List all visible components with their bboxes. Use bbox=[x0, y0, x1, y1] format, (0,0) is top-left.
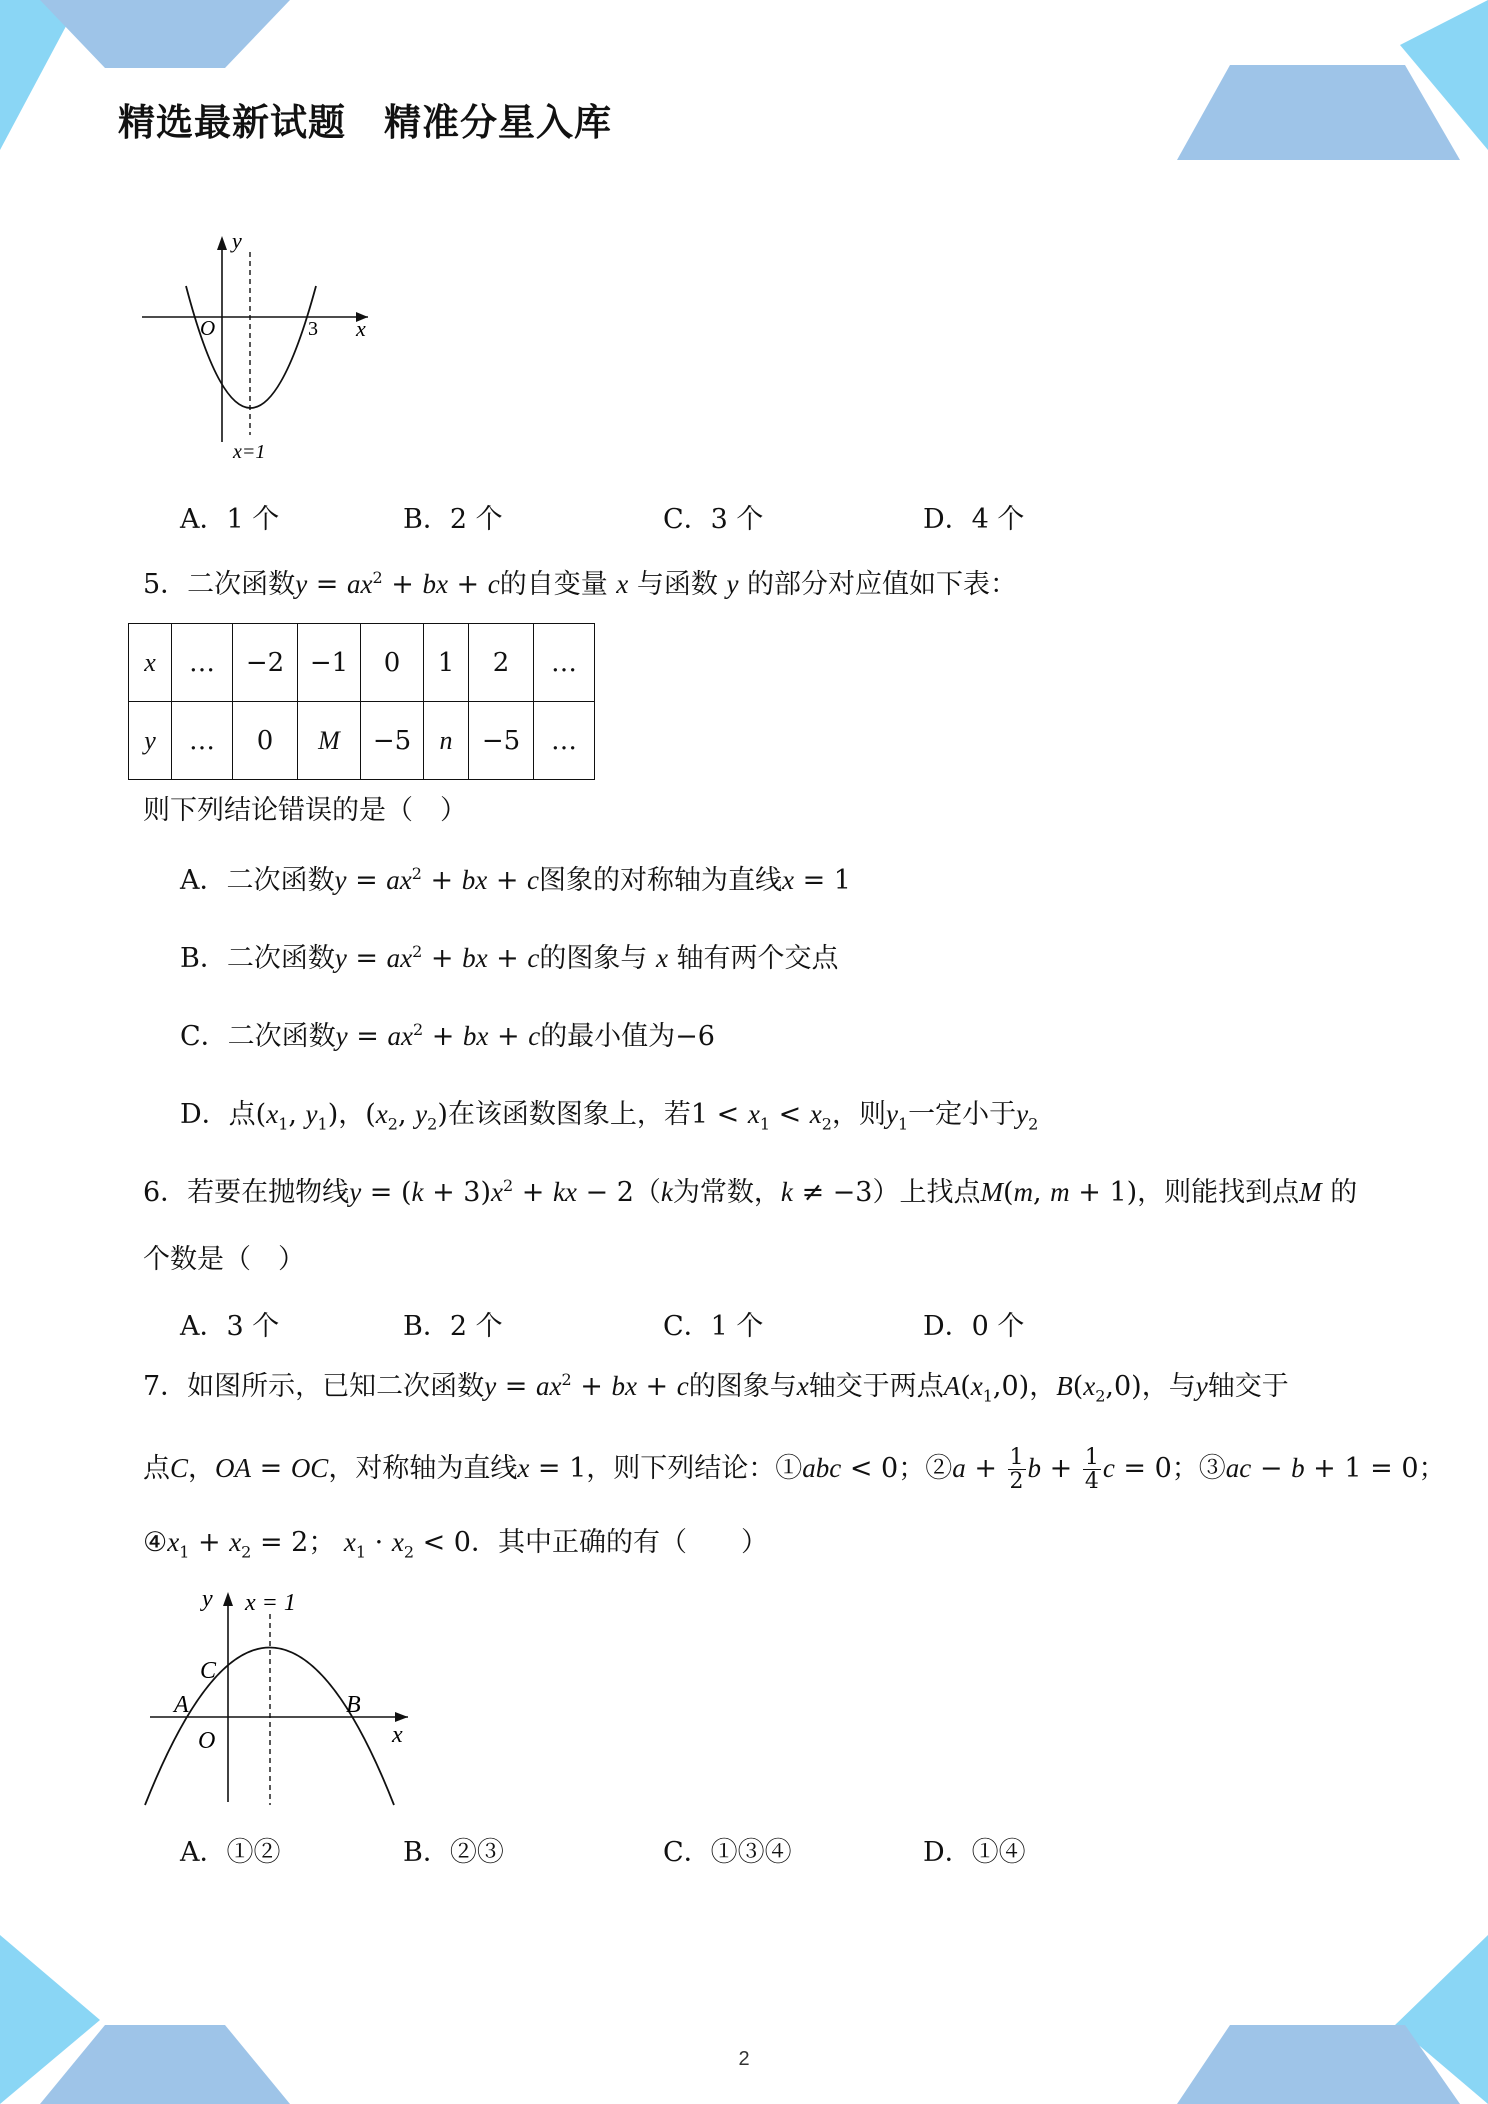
table-cell: 2 bbox=[469, 624, 534, 702]
table-cell: … bbox=[534, 624, 595, 702]
q7-line2: 点C，OA = OC，对称轴为直线x = 1，则下列结论：①abc < 0；②a + $\frac{1}{2}$ b + $\frac{1}{4}$ c = 0；③ac − b + 1 = 0； bbox=[143, 1445, 1446, 1495]
q7-option-d: D．①④ bbox=[923, 1837, 1026, 1868]
deco-top-right-trapezoid bbox=[1177, 65, 1460, 160]
q7-line1: 7．如图所示，已知二次函数$y = ax^2$ + bx + c的图象与x轴交于两点$A(x_1,0)$，$B(x_2,0)$，与y轴交于 bbox=[143, 1370, 1289, 1406]
symmetry-axis-label: x = 1 bbox=[245, 1590, 296, 1616]
q6-option-c: C．1 个 bbox=[663, 1311, 764, 1342]
deco-top-left-trapezoid bbox=[40, 0, 290, 68]
q5-option-d: D．点($x_1$, $y_1$)，($x_2$, $y_2$)在该函数图象上，若$1 < x_1 < x_2$，则$y_1$一定小于$y_2$ bbox=[180, 1099, 1039, 1134]
table-cell: M bbox=[298, 702, 361, 780]
x-axis-label: x bbox=[392, 1722, 403, 1748]
q7-option-a: A．①② bbox=[180, 1837, 281, 1868]
q5-option-c: C．二次函数$y = ax^2$ + bx + c的最小值为−6 bbox=[180, 1020, 715, 1052]
q4-parabola-figure bbox=[130, 230, 380, 470]
page-number: 2 bbox=[738, 2048, 750, 2070]
q6-option-b: B．2 个 bbox=[403, 1311, 503, 1342]
table-cell: −5 bbox=[469, 702, 534, 780]
q4-option-c: C．3 个 bbox=[663, 504, 764, 535]
point-c-label: C bbox=[200, 1658, 217, 1684]
origin-label: O bbox=[200, 316, 216, 340]
table-cell: −2 bbox=[233, 624, 298, 702]
q7-option-b: B．②③ bbox=[403, 1837, 504, 1868]
table-cell: −1 bbox=[298, 624, 361, 702]
origin-label: O bbox=[198, 1728, 216, 1754]
symmetry-axis-label: x=1 bbox=[233, 441, 266, 463]
q4-option-d: D．4 个 bbox=[923, 504, 1025, 535]
table-row-y bbox=[129, 702, 595, 780]
q5-question: 则下列结论错误的是（ ） bbox=[143, 795, 467, 826]
x-axis-label: x bbox=[356, 316, 366, 341]
q6-line2: 个数是（ ） bbox=[143, 1244, 305, 1275]
y-axis-label: y bbox=[202, 1586, 213, 1612]
table-cell: … bbox=[534, 702, 595, 780]
table-cell: y bbox=[129, 702, 172, 780]
table-cell: n bbox=[424, 702, 469, 780]
q4-option-b: B．2 个 bbox=[403, 504, 503, 535]
q4-option-a: A．1 个 bbox=[180, 504, 280, 535]
q5-value-table bbox=[128, 623, 595, 780]
y-axis-label: y bbox=[232, 228, 242, 253]
q6-option-a: A．3 个 bbox=[180, 1311, 280, 1342]
q5-intro: 5．二次函数$y = ax^2$ + bx + c的自变量 x 与函数 y 的部分对应值如下表： bbox=[143, 568, 1018, 600]
q7-option-c: C．①③④ bbox=[663, 1837, 792, 1868]
header-title: 精选最新试题 精准分星入库 bbox=[118, 101, 612, 144]
q6-line1: 6．若要在抛物线$y = (k + 3)x^2$ + kx − 2（k为常数，k ≠ −3）上找点M(m, m + 1)，则能找到点M 的 bbox=[143, 1176, 1358, 1208]
point-b-label: B bbox=[346, 1692, 361, 1718]
q7-parabola-figure bbox=[130, 1580, 420, 1820]
q5-option-a: A．二次函数$y = ax^2$ + bx + c图象的对称轴为直线x = 1 bbox=[180, 864, 851, 896]
table-cell: 0 bbox=[233, 702, 298, 780]
table-cell: −5 bbox=[361, 702, 424, 780]
table-cell: x bbox=[129, 624, 172, 702]
q6-option-d: D．0 个 bbox=[923, 1311, 1025, 1342]
point-a-label: A bbox=[174, 1692, 189, 1718]
table-cell: 0 bbox=[361, 624, 424, 702]
table-cell: 1 bbox=[424, 624, 469, 702]
table-cell: … bbox=[172, 624, 233, 702]
root-label: 3 bbox=[308, 318, 318, 340]
table-row-x bbox=[129, 624, 595, 702]
q5-option-b: B．二次函数$y = ax^2$ + bx + c的图象与 x 轴有两个交点 bbox=[180, 942, 839, 974]
table-cell: … bbox=[172, 702, 233, 780]
q7-line3: $④x_1 + x_2 = 2$； $x_1 \cdot x_2 < 0$．其中正确的有（ ） bbox=[143, 1527, 768, 1562]
